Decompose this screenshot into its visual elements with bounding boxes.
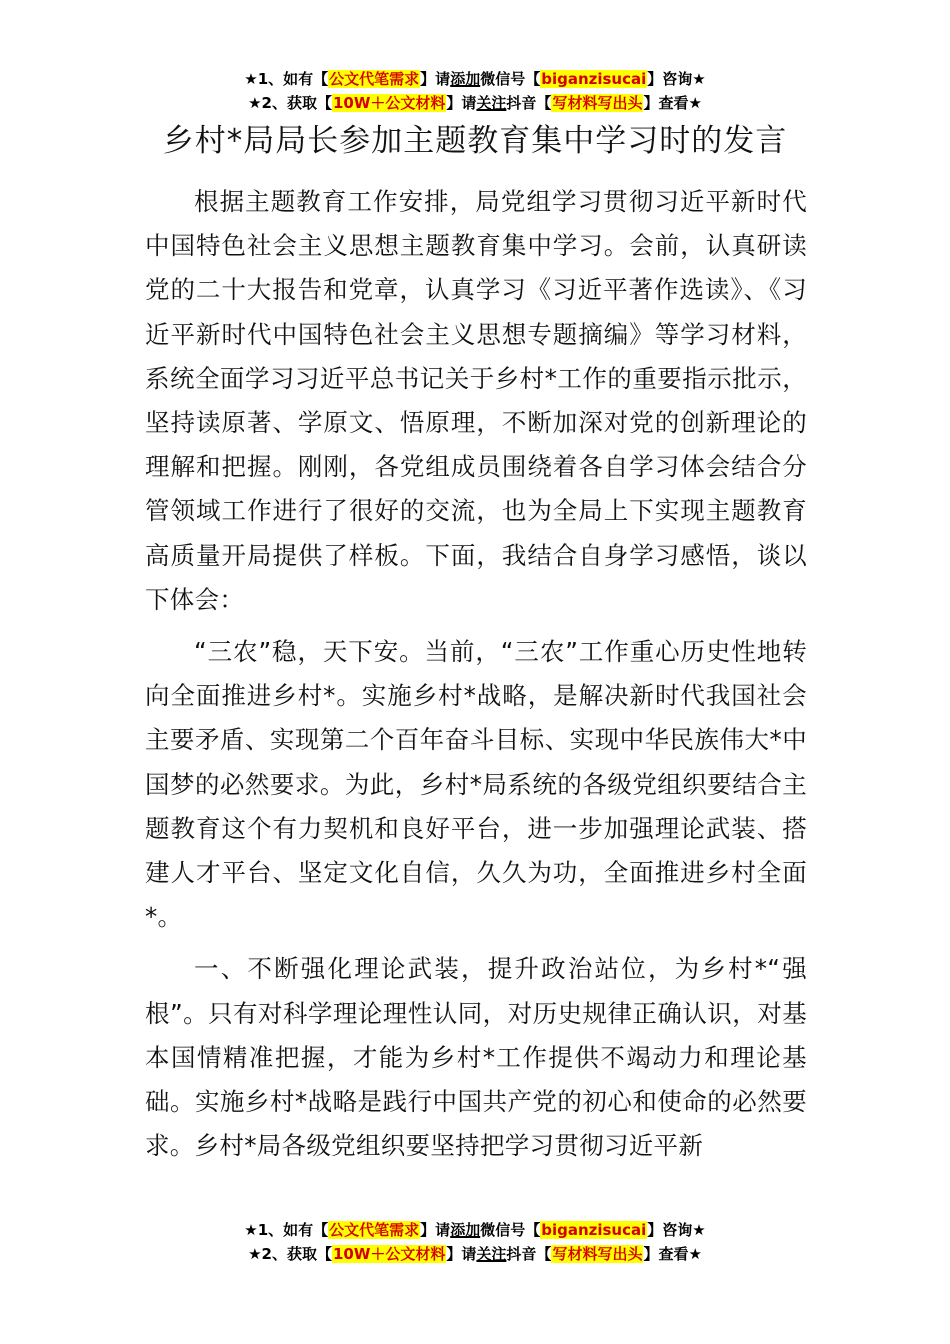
banner-text: 】咨询★ (647, 70, 706, 88)
follow-underlined-text: 关注 (476, 94, 507, 112)
banner-text: ★1、如有【 (244, 70, 329, 88)
banner-text: 】咨询★ (647, 1221, 706, 1239)
bottom-banner (0, 1218, 950, 1266)
document-body (145, 180, 807, 1168)
banner-text: 微信号【 (480, 1221, 541, 1239)
banner-line-2 (0, 91, 950, 115)
add-underlined-text: 添加 (450, 70, 481, 88)
add-underlined-text: 添加 (450, 1221, 481, 1239)
paragraph-intro: 根据主题教育工作安排，局党组学习贯彻习近平新时代中国特色社会主义思想主题教育集中学习。会前，认真研读党的二十大报告和党章，认真学习《习近平著作选读》、《习近平新时代中国特色社会主义思想专题摘编》等学习材料，系统全面学习习近平总书记关于乡村*工作的重要指示批示，坚持读原著、学原文、悟原理，不断加深对党的创新理论的理解和把握。刚刚，各党组成员围绕着各自学习体会结合分管领域工作进行了很好的交流，也为全局上下实现主题教育高质量开局提供了样板。下面，我结合自身学习感悟，谈以下体会： (145, 187, 807, 614)
wechat-id-highlight: biganzisucai (541, 70, 647, 88)
banner-text: 】请 (446, 1245, 477, 1263)
douyin-account-highlight: 写材料写出头 (552, 1245, 643, 1263)
douyin-account-highlight: 写材料写出头 (552, 94, 643, 112)
banner-text: 】请 (420, 1221, 451, 1239)
banner-line-2 (0, 1242, 950, 1266)
top-banner (0, 67, 950, 115)
ghostwriting-highlight: 公文代笔需求 (329, 70, 420, 88)
wechat-id-highlight: biganzisucai (541, 1221, 647, 1239)
banner-text: 】查看★ (643, 94, 702, 112)
materials-highlight: 10W＋公文材料 (332, 94, 446, 112)
banner-text: ★2、获取【 (248, 94, 332, 112)
banner-text: 抖音【 (506, 94, 552, 112)
ghostwriting-highlight: 公文代笔需求 (329, 1221, 420, 1239)
banner-text: ★1、如有【 (244, 1221, 329, 1239)
banner-text: 】查看★ (643, 1245, 702, 1263)
banner-text: 抖音【 (506, 1245, 552, 1263)
banner-line-1 (0, 67, 950, 91)
banner-text: 】请 (446, 94, 477, 112)
document-title: 乡村*局局长参加主题教育集中学习时的发言 (162, 123, 788, 159)
banner-text: ★2、获取【 (248, 1245, 332, 1263)
follow-underlined-text: 关注 (476, 1245, 507, 1263)
banner-text: 】请 (420, 70, 451, 88)
banner-line-1 (0, 1218, 950, 1242)
banner-text: 微信号【 (480, 70, 541, 88)
paragraph-three-rural: “三农”稳，天下安。当前，“三农”工作重心历史性地转向全面推进乡村*。实施乡村*战略，是解决新时代我国社会主要矛盾、实现第二个百年奋斗目标、实现中华民族伟大*中国梦的必然要求。为此，乡村*局系统的各级党组织要结合主题教育这个有力契机和良好平台，进一步加强理论武装、搭建人才平台、坚定文化自信，久久为功，全面推进乡村全面*。 (145, 637, 807, 932)
paragraph-section-one: 一、不断强化理论武装，提升政治站位，为乡村*“强根”。只有对科学理论理性认同，对历史规律正确认识，对基本国情精准把握，才能为乡村*工作提供不竭动力和理论基础。实施乡村*战略是践行中国共产党的初心和使命的必然要求。乡村*局各级党组织要坚持把学习贯彻习近平新 (145, 954, 807, 1161)
materials-highlight: 10W＋公文材料 (332, 1245, 446, 1263)
